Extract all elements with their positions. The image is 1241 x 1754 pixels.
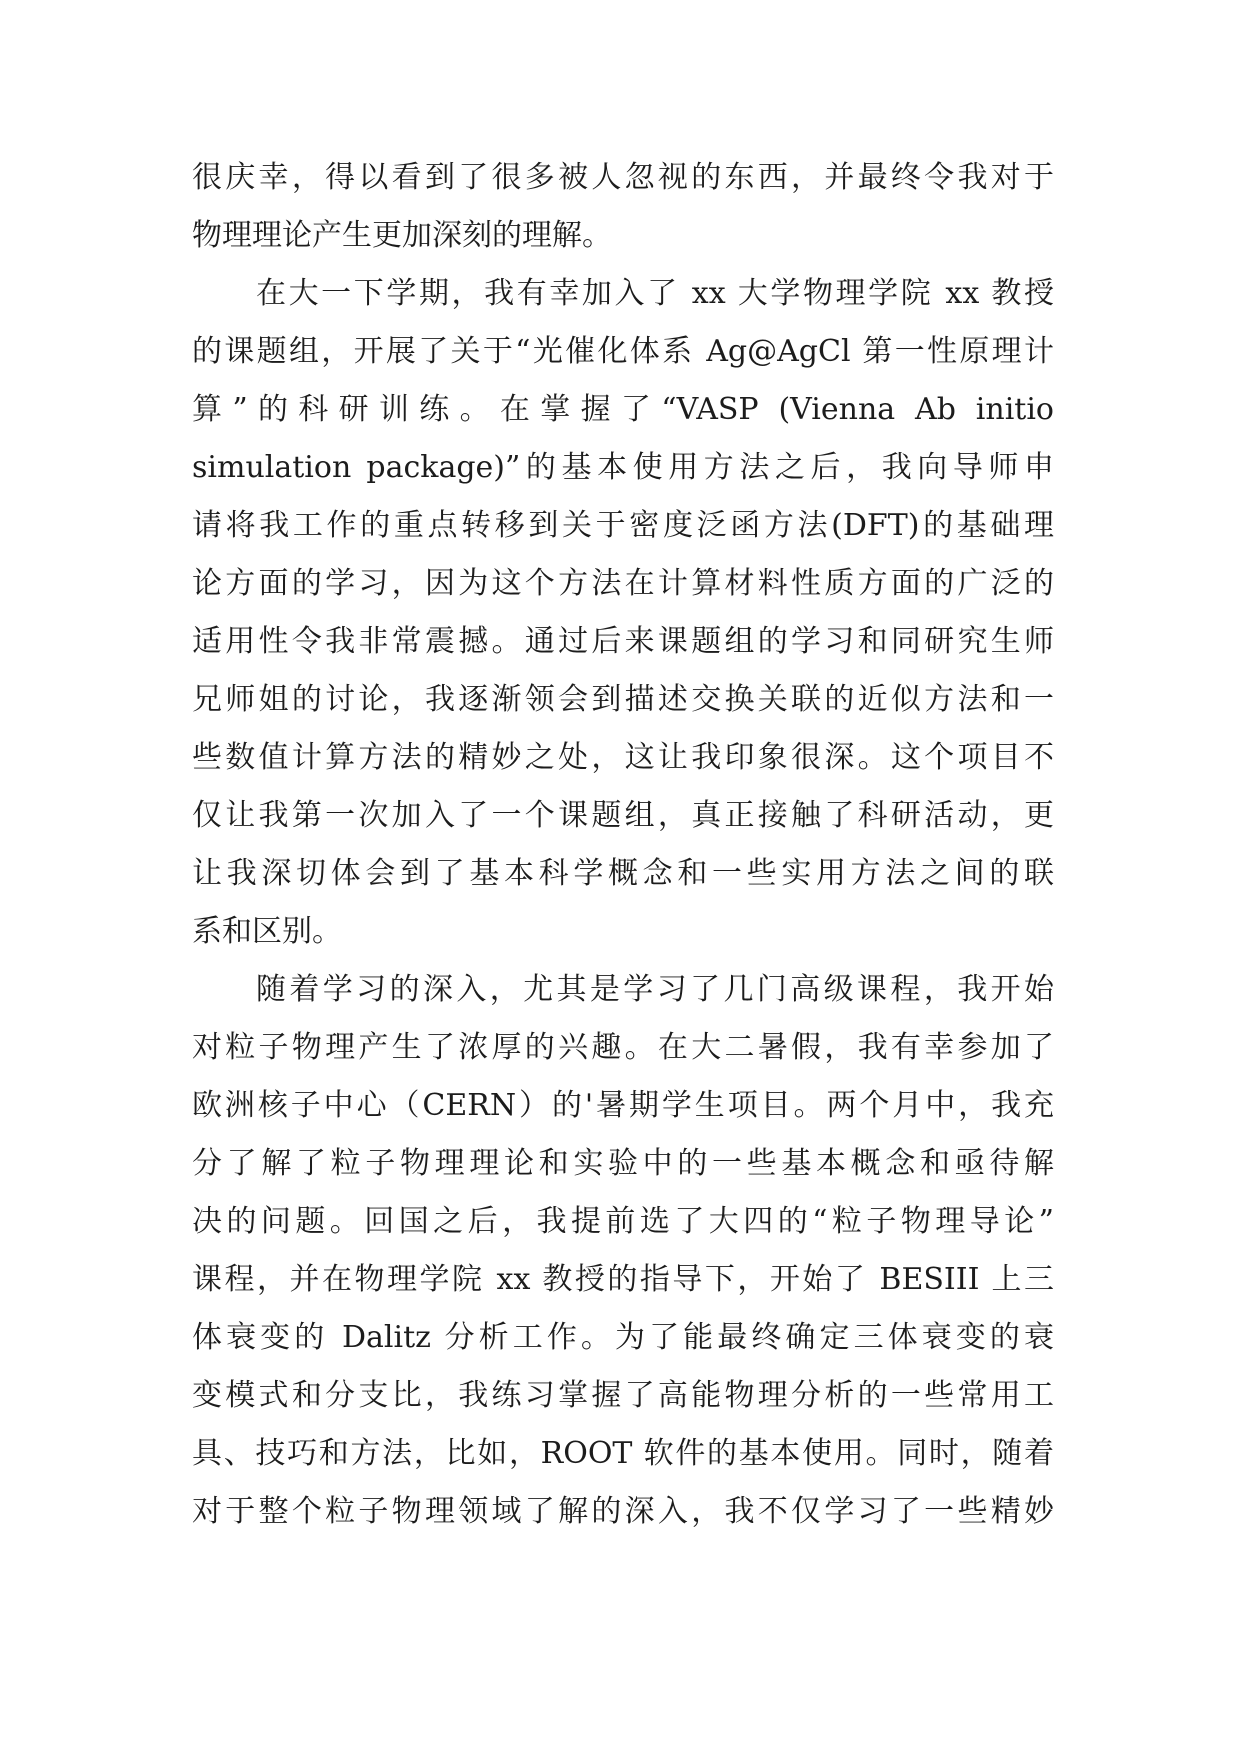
text-line: 算”的科研训练。在掌握了“VASP (Vienna Ab initio (192, 392, 1054, 427)
text-line: 对粒子物理产生了浓厚的兴趣。在大二暑假，我有幸参加了 (192, 1030, 1054, 1065)
text-line: 很庆幸，得以看到了很多被人忽视的东西，并最终令我对于 (192, 160, 1054, 195)
text-line: 系和区别。 (192, 914, 342, 949)
text-line: 让我深切体会到了基本科学概念和一些实用方法之间的联 (192, 856, 1054, 891)
text-line: simulation package)”的基本使用方法之后，我向导师申 (192, 450, 1054, 485)
text-line: 决的问题。回国之后，我提前选了大四的“粒子物理导论” (192, 1204, 1054, 1239)
text-line: 仅让我第一次加入了一个课题组，真正接触了科研活动，更 (192, 798, 1054, 833)
text-line: 变模式和分支比，我练习掌握了高能物理分析的一些常用工 (192, 1378, 1054, 1413)
text-line: 兄师姐的讨论，我逐渐领会到描述交换关联的近似方法和一 (192, 682, 1054, 717)
paragraph-first-line: 在大一下学期，我有幸加入了 xx 大学物理学院 xx 教授 (256, 276, 1054, 311)
text-line: 的课题组，开展了关于“光催化体系 Ag@AgCl 第一性原理计 (192, 334, 1054, 369)
text-line: 体衰变的 Dalitz 分析工作。为了能最终确定三体衰变的衰 (192, 1320, 1054, 1355)
text-line: 论方面的学习，因为这个方法在计算材料性质方面的广泛的 (192, 566, 1054, 601)
text-line: 课程，并在物理学院 xx 教授的指导下，开始了 BESIII 上三 (192, 1262, 1054, 1297)
paragraph-first-line: 随着学习的深入，尤其是学习了几门高级课程，我开始 (256, 972, 1054, 1007)
text-line: 欧洲核子中心（CERN）的'暑期学生项目。两个月中，我充 (192, 1088, 1054, 1123)
text-line: 对于整个粒子物理领域了解的深入，我不仅学习了一些精妙 (192, 1494, 1054, 1529)
text-line: 请将我工作的重点转移到关于密度泛函方法(DFT)的基础理 (192, 508, 1054, 543)
text-line: 具、技巧和方法，比如，ROOT 软件的基本使用。同时，随着 (192, 1436, 1054, 1471)
text-line: 适用性令我非常震撼。通过后来课题组的学习和同研究生师 (192, 624, 1054, 659)
text-line: 物理理论产生更加深刻的理解。 (192, 218, 612, 253)
text-line: 分了解了粒子物理理论和实验中的一些基本概念和亟待解 (192, 1146, 1054, 1181)
text-line: 些数值计算方法的精妙之处，这让我印象很深。这个项目不 (192, 740, 1054, 775)
